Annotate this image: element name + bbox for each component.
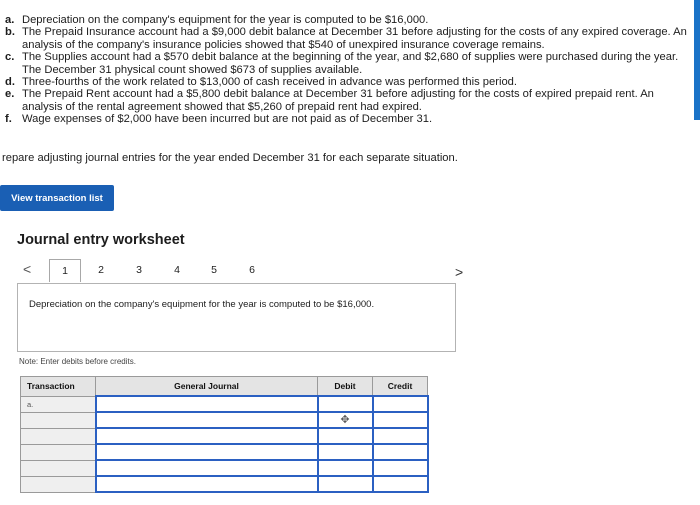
account-input[interactable] [96,460,318,476]
account-input[interactable] [96,396,318,412]
transaction-cell: a. [21,396,96,412]
move-cursor-icon: ✥ [340,414,350,426]
table-row [21,444,428,460]
tab-5[interactable]: 5 [211,264,217,276]
credit-input[interactable] [373,412,428,428]
transaction-description-box [17,283,456,352]
chevron-left-icon[interactable]: < [23,261,32,277]
credit-header: Credit [373,377,428,397]
transaction-cell [21,476,96,492]
problem-letter: d. [5,76,15,89]
problem-letter: a. [5,14,15,26]
transaction-header: Transaction [21,377,96,397]
problem-item-a [5,14,695,26]
instruction-text: repare adjusting journal entries for the year ended December 31 for each separate situation. [2,152,458,164]
tab-6[interactable]: 6 [249,264,255,276]
view-transaction-list-button[interactable]: View transaction list [0,185,114,211]
debit-input[interactable] [318,428,373,444]
tab-1[interactable]: 1 [49,259,81,282]
debit-input[interactable] [318,444,373,460]
problem-letter: f. [5,113,12,126]
credit-input[interactable] [373,428,428,444]
problem-item-f [5,113,695,125]
credit-input[interactable] [373,476,428,492]
chevron-right-icon[interactable]: > [455,264,464,280]
table-row [21,460,428,476]
transaction-cell [21,412,96,428]
entry-note: Note: Enter debits before credits. [19,357,136,366]
worksheet-tab-nav [17,259,472,283]
problem-item-d [5,76,695,88]
tab-3[interactable]: 3 [136,264,142,276]
debit-input[interactable] [318,460,373,476]
problem-text: Depreciation on the company's equipment for the year is computed to be $16,000. [22,14,429,26]
journal-table [20,376,429,493]
tab-2[interactable]: 2 [98,264,104,276]
debit-input[interactable] [318,396,373,412]
transaction-cell [21,444,96,460]
worksheet-title: Journal entry worksheet [17,232,185,248]
general-journal-header: General Journal [96,377,318,397]
problem-text: Wage expenses of $2,000 have been incurred but are not paid as of December 31. [22,113,433,126]
problem-list [5,14,695,126]
transaction-description: Depreciation on the company's equipment for the year is computed to be $16,000. [29,299,375,310]
tab-4[interactable]: 4 [174,264,180,276]
debit-input[interactable] [318,476,373,492]
table-row [21,476,428,492]
account-input[interactable] [96,444,318,460]
problem-text: The Supplies account had a $570 debit balance at the beginning of the year, and $2,680 of supplies were purchased during the year. The December 31 physical count showed $673 of supplies available. [22,51,679,76]
table-row [21,396,428,412]
transaction-cell [21,460,96,476]
account-input[interactable] [96,412,318,428]
credit-input[interactable] [373,396,428,412]
account-input[interactable] [96,476,318,492]
problem-letter: e. [5,88,15,101]
problem-text: Three-fourths of the work related to $13,000 of cash received in advance was performed this period. [22,76,518,89]
problem-letter: b. [5,26,15,39]
problem-item-c [5,51,695,76]
problem-letter: c. [5,51,15,64]
table-row [21,412,428,428]
table-row [21,428,428,444]
transaction-cell [21,428,96,444]
problem-item-e [5,88,695,113]
credit-input[interactable] [373,460,428,476]
debit-header: Debit [318,377,373,397]
problem-text: The Prepaid Rent account had a $5,800 debit balance at December 31 before adjusting for the costs of expired prepaid rent. An analysis of the rental agreement showed that $5,260 of prepaid rent had expired. [22,88,654,113]
credit-input[interactable] [373,444,428,460]
problem-item-b [5,26,695,51]
journal-header-row [21,377,428,397]
debit-input[interactable] [318,412,373,428]
account-input[interactable] [96,428,318,444]
problem-text: The Prepaid Insurance account had a $9,000 debit balance at December 31 before adjusting for the costs of any expired coverage. An analysis of the company's insurance policies showed that $540 of unexpired insurance coverage remains. [22,26,687,51]
